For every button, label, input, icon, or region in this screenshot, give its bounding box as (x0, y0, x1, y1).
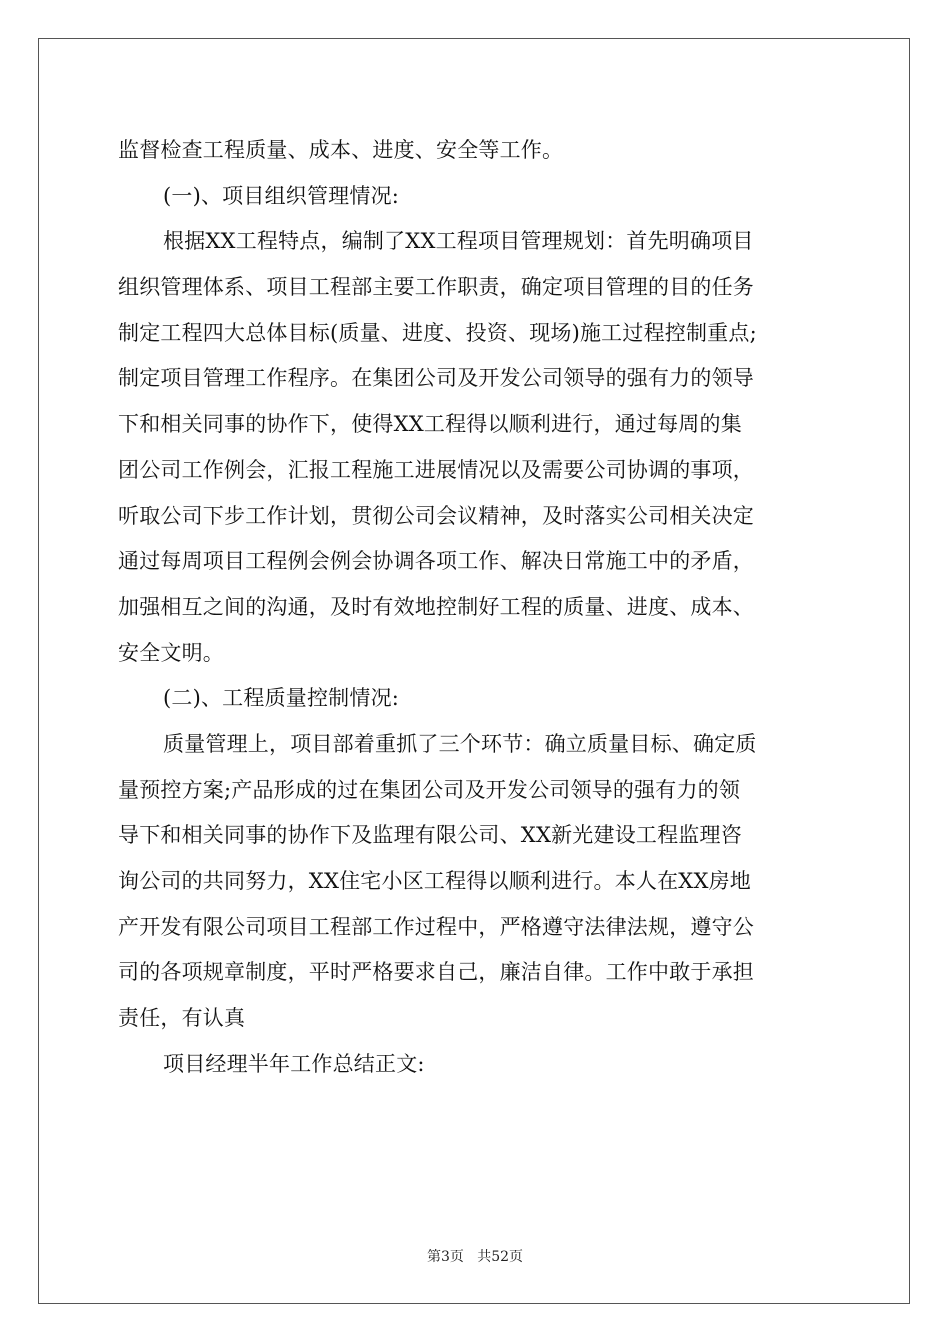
text-line: 根据XX工程特点，编制了XX工程项目管理规划：首先明确项目 (163, 229, 754, 254)
document-body (118, 128, 836, 1087)
text-line: 导下和相关同事的协作下及监理有限公司、XX新光建设工程监理咨 (118, 823, 742, 848)
page-number-footer: 第3页 共52页 (426, 1249, 524, 1265)
text-line: 下和相关同事的协作下，使得XX工程得以顺利进行，通过每周的集 (118, 412, 742, 437)
text-line: 制定项目管理工作程序。在集团公司及开发公司领导的强有力的领导 (118, 366, 754, 391)
text-line: (一)、项目组织管理情况: (163, 183, 400, 208)
text-line: 团公司工作例会，汇报工程施工进展情况以及需要公司协调的事项， (118, 457, 754, 482)
text-line: 项目经理半年工作总结正文: (163, 1051, 425, 1076)
text-line: 加强相互之间的沟通，及时有效地控制好工程的质量、进度、成本、 (118, 594, 754, 619)
text-line: 组织管理体系、项目工程部主要工作职责，确定项目管理的目的任务 (118, 275, 754, 300)
text-line: 监督检查工程质量、成本、进度、安全等工作。 (118, 138, 564, 162)
text-line: 安全文明。 (118, 640, 224, 665)
text-line: 通过每周项目工程例会例会协调各项工作、解决日常施工中的矛盾， (118, 549, 754, 574)
text-line: 司的各项规章制度，平时严格要求自己，廉洁自律。工作中敢于承担 (118, 960, 754, 985)
text-line: 量预控方案;产品形成的过在集团公司及开发公司领导的强有力的领 (118, 777, 741, 802)
text-line: 产开发有限公司项目工程部工作过程中，严格遵守法律法规，遵守公 (118, 914, 754, 939)
text-line: 制定工程四大总体目标(质量、进度、投资、现场)施工过程控制重点; (118, 320, 757, 345)
text-line: 询公司的共同努力，XX住宅小区工程得以顺利进行。本人在XX房地 (118, 869, 751, 893)
text-line: 质量管理上，项目部着重抓了三个环节：确立质量目标、确定质 (163, 731, 757, 756)
text-line: (二)、工程质量控制情况: (163, 686, 400, 711)
text-line: 责任，有认真 (118, 1006, 246, 1031)
text-line: 听取公司下步工作计划，贯彻公司会议精神，及时落实公司相关决定 (118, 503, 754, 528)
